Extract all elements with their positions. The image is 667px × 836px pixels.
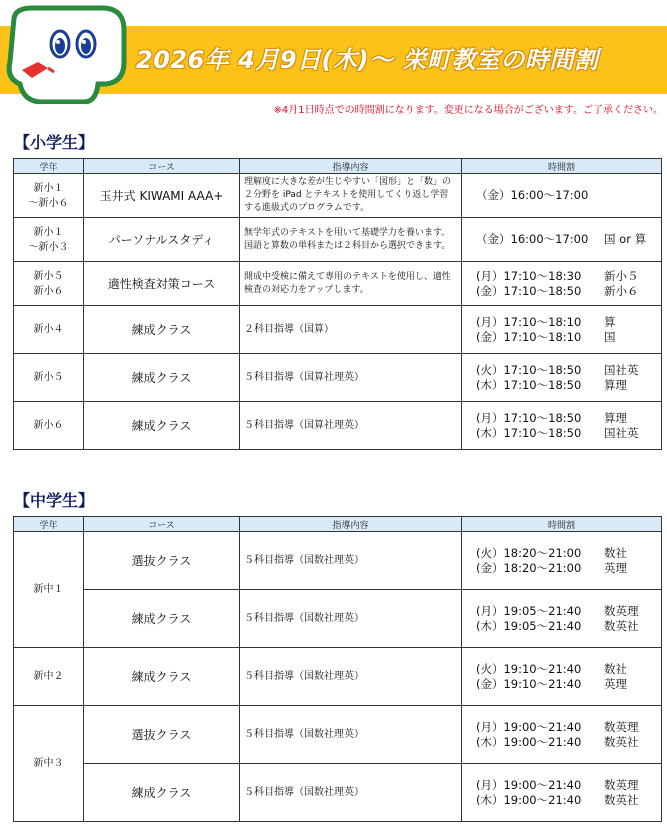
time-slot xyxy=(476,426,661,441)
course-description: ５科目指導（国数社理英） xyxy=(240,648,462,706)
header-course: コース xyxy=(84,517,240,532)
time-range: (火）17:10～18:50 xyxy=(476,362,582,377)
time-range: (木）19:00～21:40 xyxy=(476,734,582,749)
course-description: ５科目指導（国数社理英） xyxy=(240,764,462,822)
course-description: 開成中受検に備えて専用のテキストを使用し、適性検査の対応力をアップします。 xyxy=(240,262,462,306)
time-cell xyxy=(462,354,662,402)
time-subjects: 国 xyxy=(604,329,616,344)
grade-label: 新小５ xyxy=(33,270,64,282)
time-slot xyxy=(476,546,661,561)
table-row xyxy=(14,218,662,262)
mascot-logo-icon xyxy=(2,4,134,104)
course-name: 玉井式 KIWAMI AAA+ xyxy=(84,174,240,218)
course-name: 練成クラス xyxy=(84,590,240,648)
time-slot xyxy=(476,378,661,393)
header-course: コース xyxy=(84,159,240,174)
header-content: 指導内容 xyxy=(240,159,462,174)
grade-label: 新小１ xyxy=(33,182,64,194)
course-name: 選抜クラス xyxy=(84,706,240,764)
header-content: 指導内容 xyxy=(240,517,462,532)
time-subjects: 数英理 xyxy=(604,603,639,618)
course-name: 練成クラス xyxy=(84,648,240,706)
time-range: （金）16:00～17:00 xyxy=(476,188,589,202)
time-subjects: 新小５ xyxy=(604,268,639,283)
time-slot xyxy=(476,363,661,378)
time-subjects: 数英理 xyxy=(604,719,639,734)
notice-text: ※4月1日時点での時間割になります。変更になる場合がございます。ご了承ください。 xyxy=(273,105,663,116)
table-row xyxy=(14,648,662,706)
grade-cell xyxy=(14,262,84,306)
grade-label: 新小５ xyxy=(33,372,64,383)
grade-cell: 新中２ xyxy=(14,648,84,706)
time-subjects: 算理 xyxy=(604,377,627,392)
grade-cell xyxy=(14,174,84,218)
table-row xyxy=(14,174,662,218)
time-slot xyxy=(476,662,661,677)
grade-label: ～新小３ xyxy=(28,241,69,253)
time-slot xyxy=(476,330,661,345)
grade-label: 新小６ xyxy=(33,285,64,297)
table-header-row xyxy=(14,159,662,174)
junior-section-title: 【中学生】 xyxy=(14,491,95,510)
course-description: 理解度に大きな差が生じやすい「図形」と「数」の２分野を iPad とテキストを使用してくり返し学習する進級式のプログラムです。 xyxy=(240,174,462,218)
time-slot xyxy=(476,778,661,793)
course-description: ５科目指導（国数社理英） xyxy=(240,590,462,648)
course-description: ５科目指導（国数社理英） xyxy=(240,706,462,764)
time-subjects: 国社英 xyxy=(604,362,639,377)
grade-cell xyxy=(14,306,84,354)
time-subjects: 算理 xyxy=(604,410,627,425)
course-name: 練成クラス xyxy=(84,306,240,354)
time-subjects: 国社英 xyxy=(604,425,639,440)
table-row xyxy=(14,262,662,306)
grade-cell xyxy=(14,402,84,450)
time-cell xyxy=(462,306,662,354)
time-subjects: 数社 xyxy=(604,545,627,560)
time-cell xyxy=(462,218,662,262)
header-time: 時間割 xyxy=(462,159,662,174)
grade-cell: 新中３ xyxy=(14,706,84,822)
time-subjects: 数英理 xyxy=(604,777,639,792)
junior-timetable xyxy=(13,516,662,822)
grade-label: ～新小６ xyxy=(28,197,69,209)
table-row xyxy=(14,764,662,822)
time-slot xyxy=(476,735,661,750)
table-row xyxy=(14,306,662,354)
course-description: ５科目指導（国算社理英） xyxy=(240,402,462,450)
page-title: 2026年 4月9日(木)〜 栄町教室の時間割 xyxy=(136,46,599,74)
time-subjects: 数英社 xyxy=(604,618,639,633)
time-range: (金）18:20～21:00 xyxy=(476,560,582,575)
time-range: (月）19:00～21:40 xyxy=(476,719,582,734)
time-slot xyxy=(476,561,661,576)
time-range: (金）17:10～18:50 xyxy=(476,283,582,298)
time-range: (月）17:10～18:50 xyxy=(476,410,582,425)
course-description: ２科目指導（国算） xyxy=(240,306,462,354)
time-slot xyxy=(476,604,661,619)
grade-label: 新小１ xyxy=(33,226,64,238)
table-row xyxy=(14,532,662,590)
time-range: (木）17:10～18:50 xyxy=(476,425,582,440)
table-header-row xyxy=(14,517,662,532)
elementary-section-title: 【小学生】 xyxy=(14,133,95,152)
time-subjects: 英理 xyxy=(604,560,627,575)
time-slot xyxy=(476,269,661,284)
course-name: 練成クラス xyxy=(84,764,240,822)
time-subjects: 算 xyxy=(604,314,616,329)
time-cell xyxy=(462,590,662,648)
header-grade: 学年 xyxy=(14,517,84,532)
time-range: (木）19:05～21:40 xyxy=(476,618,582,633)
time-slot xyxy=(476,411,661,426)
time-range: (木）17:10～18:50 xyxy=(476,377,582,392)
time-range: (月）17:10～18:10 xyxy=(476,314,582,329)
header-grade: 学年 xyxy=(14,159,84,174)
course-description: ５科目指導（国数社理英） xyxy=(240,532,462,590)
time-cell xyxy=(462,402,662,450)
time-range: (木）19:00～21:40 xyxy=(476,792,582,807)
grade-cell xyxy=(14,218,84,262)
time-subjects: 新小６ xyxy=(604,283,639,298)
time-cell xyxy=(462,764,662,822)
course-name: パーソナルスタディ xyxy=(84,218,240,262)
course-name: 練成クラス xyxy=(84,354,240,402)
course-description: ５科目指導（国算社理英） xyxy=(240,354,462,402)
time-range: (火）19:10～21:40 xyxy=(476,661,582,676)
course-name: 練成クラス xyxy=(84,402,240,450)
time-range: (月）19:00～21:40 xyxy=(476,777,582,792)
time-slot xyxy=(476,619,661,634)
elementary-timetable xyxy=(13,158,662,450)
time-cell xyxy=(462,174,662,218)
time-cell xyxy=(462,262,662,306)
time-subjects: 国 or 算 xyxy=(604,232,647,246)
grade-label: 新小６ xyxy=(33,420,64,431)
time-range: （金）16:00～17:00 xyxy=(476,232,589,246)
time-range: (月）17:10～18:30 xyxy=(476,268,582,283)
time-subjects: 英理 xyxy=(604,676,627,691)
time-slot xyxy=(476,232,661,247)
time-slot xyxy=(476,793,661,808)
header-time: 時間割 xyxy=(462,517,662,532)
grade-cell xyxy=(14,354,84,402)
time-slot xyxy=(476,188,661,203)
time-slot xyxy=(476,284,661,299)
time-cell xyxy=(462,648,662,706)
time-slot xyxy=(476,720,661,735)
time-range: (金）17:10～18:10 xyxy=(476,329,582,344)
time-range: (金）19:10～21:40 xyxy=(476,676,582,691)
time-slot xyxy=(476,315,661,330)
time-cell xyxy=(462,532,662,590)
table-row xyxy=(14,354,662,402)
course-description: 無学年式のテキストを用いて基礎学力を養います。国語と算数の単科または２科目から選択できます。 xyxy=(240,218,462,262)
time-subjects: 数社 xyxy=(604,661,627,676)
time-subjects: 数英社 xyxy=(604,734,639,749)
grade-cell: 新中１ xyxy=(14,532,84,648)
table-row xyxy=(14,402,662,450)
time-range: (火）18:20～21:00 xyxy=(476,545,582,560)
table-row xyxy=(14,590,662,648)
time-subjects: 数英社 xyxy=(604,792,639,807)
course-name: 適性検査対策コース xyxy=(84,262,240,306)
table-row xyxy=(14,706,662,764)
time-cell xyxy=(462,706,662,764)
time-range: (月）19:05～21:40 xyxy=(476,603,582,618)
course-name: 選抜クラス xyxy=(84,532,240,590)
grade-label: 新小４ xyxy=(33,324,64,335)
time-slot xyxy=(476,677,661,692)
